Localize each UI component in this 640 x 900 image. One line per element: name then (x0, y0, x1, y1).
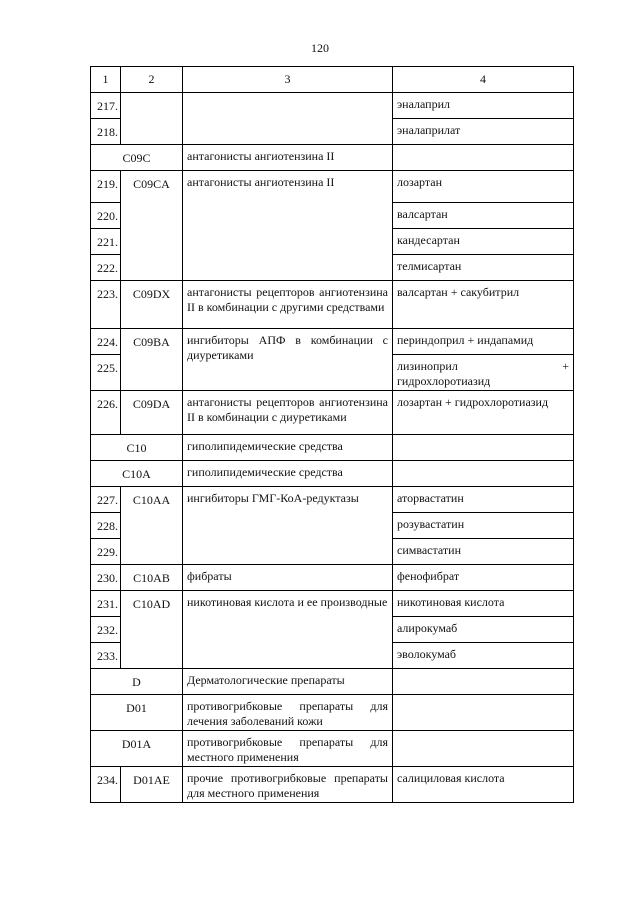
header-row (91, 67, 574, 93)
drug-name: алирокумаб (393, 617, 574, 643)
group-row (91, 731, 574, 767)
table-row (91, 281, 574, 329)
row-number: 233. (91, 643, 121, 669)
atc-code: C09BA (121, 329, 183, 391)
group-description: антагонисты ангиотензина II (183, 145, 393, 171)
drug-name (393, 695, 574, 731)
row-number: 228. (91, 513, 121, 539)
drug-combo-plus: + (562, 359, 569, 373)
drug-name: салициловая кислота (393, 767, 574, 803)
table-row (91, 329, 574, 355)
row-number: 227. (91, 487, 121, 513)
group-row (91, 669, 574, 695)
drug-name (393, 669, 574, 695)
drug-name (393, 145, 574, 171)
drug-name: лозартан + гидрохлоротиазид (393, 391, 574, 435)
atc-code: C09CA (121, 171, 183, 281)
atc-group-code: D01 (91, 695, 183, 731)
atc-code: D01AE (121, 767, 183, 803)
row-number: 221. (91, 229, 121, 255)
drug-name: валсартан + сакубитрил (393, 281, 574, 329)
atc-group-code: C10A (91, 461, 183, 487)
drug-name-part-b: гидрохлоротиазид (397, 374, 491, 388)
row-number: 220. (91, 203, 121, 229)
page-number: 120 (311, 41, 329, 55)
header-col-2: 2 (121, 67, 183, 93)
row-number: 231. (91, 591, 121, 617)
drug-name: валсартан (393, 203, 574, 229)
drug-name (393, 435, 574, 461)
table-row (91, 93, 574, 119)
group-description: гиполипидемические средства (183, 435, 393, 461)
atc-group-code: C10 (91, 435, 183, 461)
table-row (91, 565, 574, 591)
atc-code: C10AB (121, 565, 183, 591)
group-row (91, 435, 574, 461)
group-description: никотиновая кислота и ее производные (183, 591, 393, 669)
atc-code (121, 93, 183, 145)
table-row (91, 487, 574, 513)
atc-code: C10AA (121, 487, 183, 565)
table-row (91, 591, 574, 617)
row-number: 224. (91, 329, 121, 355)
group-description: противогрибковые препараты для местного применения (183, 731, 393, 767)
header-col-3: 3 (183, 67, 393, 93)
group-description: ингибиторы ГМГ-КоА-редуктазы (183, 487, 393, 565)
group-description: гиполипидемические средства (183, 461, 393, 487)
row-number: 229. (91, 539, 121, 565)
row-number: 232. (91, 617, 121, 643)
group-description: противогрибковые препараты для лечения заболеваний кожи (183, 695, 393, 731)
table-row (91, 767, 574, 803)
table-row (91, 391, 574, 435)
drug-name: никотиновая кислота (393, 591, 574, 617)
group-description: антагонисты рецепторов ангиотензина II в комбинации с другими средствами (183, 281, 393, 329)
drug-name-part-a: лизиноприл (397, 359, 458, 373)
drug-name (393, 731, 574, 767)
group-description: прочие противогрибковые препараты для местного применения (183, 767, 393, 803)
row-number: 217. (91, 93, 121, 119)
drug-name (393, 461, 574, 487)
atc-group-code: D01A (91, 731, 183, 767)
group-description: антагонисты рецепторов ангиотензина II в комбинации с диуретиками (183, 391, 393, 435)
atc-code: C10AD (121, 591, 183, 669)
drug-name: симвастатин (393, 539, 574, 565)
drug-name: фенофибрат (393, 565, 574, 591)
row-number: 230. (91, 565, 121, 591)
atc-group-code: D (91, 669, 183, 695)
atc-code: C09DX (121, 281, 183, 329)
header-col-1: 1 (91, 67, 121, 93)
drug-name: эналаприлат (393, 119, 574, 145)
drug-name: розувастатин (393, 513, 574, 539)
row-number: 223. (91, 281, 121, 329)
drug-name: периндоприл + индапамид (393, 329, 574, 355)
row-number: 218. (91, 119, 121, 145)
group-description: антагонисты ангиотензина II (183, 171, 393, 281)
group-row (91, 695, 574, 731)
row-number: 226. (91, 391, 121, 435)
drug-name (393, 355, 574, 391)
atc-code: C09DA (121, 391, 183, 435)
drug-name: эналаприл (393, 93, 574, 119)
drug-name: кандесартан (393, 229, 574, 255)
group-row (91, 145, 574, 171)
drug-name: эволокумаб (393, 643, 574, 669)
group-row (91, 461, 574, 487)
row-number: 219. (91, 171, 121, 203)
atc-group-code: C09C (91, 145, 183, 171)
group-description: фибраты (183, 565, 393, 591)
group-description (183, 93, 393, 145)
header-col-4: 4 (393, 67, 574, 93)
drug-name: лозартан (393, 171, 574, 203)
group-description: Дерматологические препараты (183, 669, 393, 695)
drug-classification-table (90, 66, 574, 803)
drug-name: аторвастатин (393, 487, 574, 513)
drug-name: телмисартан (393, 255, 574, 281)
row-number: 222. (91, 255, 121, 281)
group-description: ингибиторы АПФ в комбинации с диуретиками (183, 329, 393, 391)
row-number: 234. (91, 767, 121, 803)
row-number: 225. (91, 355, 121, 391)
table-row (91, 171, 574, 203)
